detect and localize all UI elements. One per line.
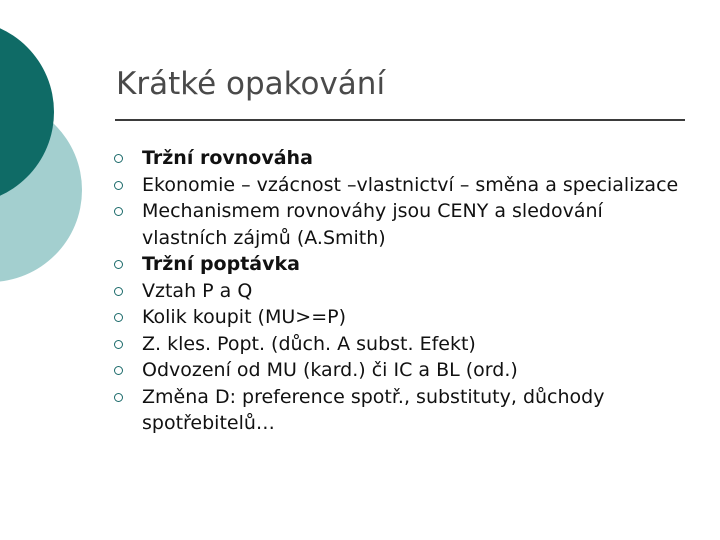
bullet-text: Tržní rovnováha: [142, 147, 313, 169]
bullet-circle-icon: [114, 207, 123, 216]
list-item: [114, 331, 694, 358]
bullet-text: Odvození od MU (kard.) či IC a BL (ord.): [142, 359, 518, 381]
bullet-text: Kolik koupit (MU>=P): [142, 306, 346, 328]
bullet-circle-icon: [114, 393, 123, 402]
bullet-circle-icon: [114, 287, 123, 296]
bullet-circle-icon: [114, 260, 123, 269]
slide-title: Krátké opakování: [116, 66, 386, 102]
list-item: [114, 304, 694, 331]
list-item: [114, 278, 694, 305]
bullet-text: Vztah P a Q: [142, 279, 253, 302]
bullet-text: Ekonomie – vzácnost –vlastnictví – směna a specializace: [142, 173, 679, 196]
bullet-circle-icon: [114, 181, 123, 190]
bullet-circle-icon: [114, 154, 123, 163]
bullet-text: Mechanismem rovnováhy jsou CENY a sledování vlastních zájmů (A.Smith): [142, 200, 603, 249]
bullet-circle-icon: [114, 366, 123, 375]
bullet-text: Z. kles. Popt. (důch. A subst. Efekt): [142, 332, 476, 355]
title-underline: [115, 119, 685, 121]
bullet-text: Změna D: preference spotř., substituty, důchody spotřebitelů…: [142, 385, 605, 434]
bullet-circle-icon: [114, 313, 123, 322]
list-item: [114, 251, 694, 278]
list-item: [114, 172, 694, 199]
bullet-list: [114, 145, 694, 437]
list-item: [114, 198, 694, 251]
list-item: [114, 384, 694, 437]
bullet-circle-icon: [114, 340, 123, 349]
list-item: [114, 357, 694, 384]
bullet-text: Tržní poptávka: [142, 253, 300, 275]
list-item: [114, 145, 694, 172]
